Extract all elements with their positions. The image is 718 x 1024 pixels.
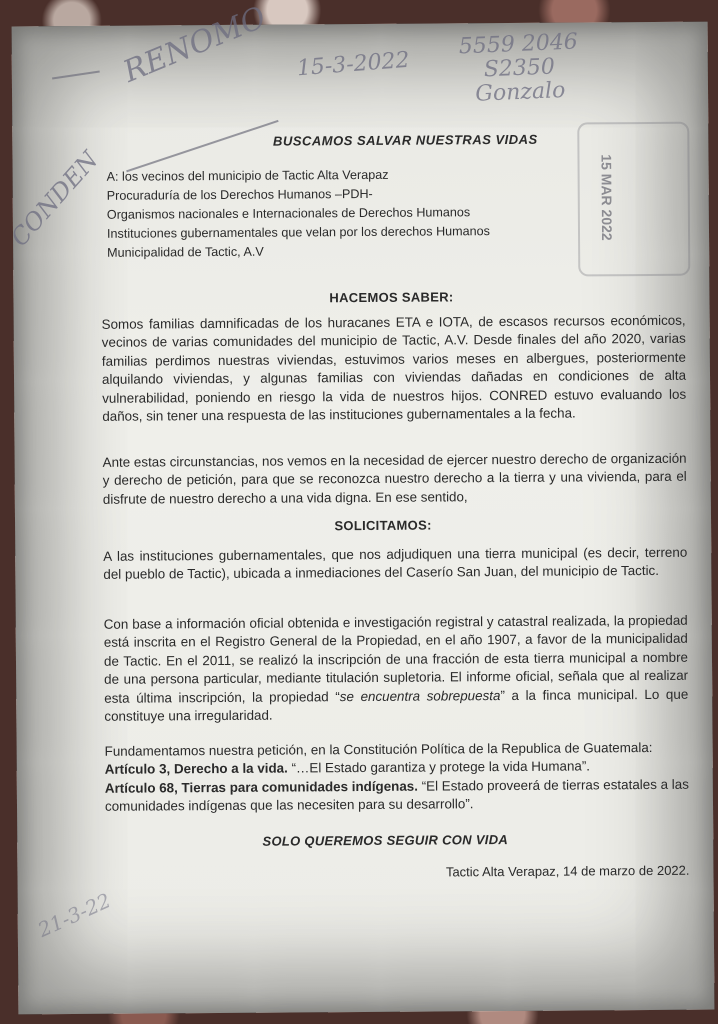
document-title: BUSCAMOS SALVAR NUESTRAS VIDAS [272, 131, 538, 149]
handwritten-number-line-2: S2350 [483, 54, 556, 83]
handwritten-side-note: CONDEN [5, 145, 104, 252]
paragraph-registry [104, 612, 689, 727]
paragraph-legal-basis [105, 739, 689, 817]
handwritten-date: 15-3-2022 [295, 47, 411, 82]
recipient-line: Organismos nacionales e Internacionales de Derechos Humanos [106, 205, 471, 222]
registry-text: Con base a información oficial obtenida e investigación registral y catastral realizada, la propiedad está inscrita en el Registro General de la Propiedad, en el año 1907, a favor de la municipalidad de Tactic. En el 2011, se realizó la inscripción de una fracción de esta tierra municipal a nombre de una persona particular, mediante titulación supletoria. El informe oficial, señala que al realizar esta última inscripción, la propiedad “ [103, 612, 689, 706]
paragraph-request: A las instituciones gubernamentales, que nos adjudiquen una tierra municipal (es decir, terreno del pueblo de Tactic), ubicada a inmediaciones del Caserío San Juan, del municipio de Tactic. [103, 544, 688, 583]
handwritten-name: RENOMO [118, 0, 272, 90]
stamp-date: 15 MAR 2022 [598, 154, 616, 241]
recipient-line: A: los vecinos del municipio de Tactic Alta Verapaz [106, 167, 389, 184]
heading-hacemos-saber: HACEMOS SABER: [329, 289, 454, 306]
recipient-list [107, 165, 548, 263]
handwritten-numbers [458, 30, 580, 107]
recipient-line: Procuraduría de los Derechos Humanos –PDH- [106, 186, 373, 203]
place-and-date: Tactic Alta Verapaz, 14 de marzo de 2022. [445, 862, 690, 880]
recipient-line: Municipalidad de Tactic, A.V [107, 244, 264, 260]
handwritten-number-line-1: 5559 2046 [458, 29, 579, 60]
article-68-label: Artículo 68, Tierras para comunidades indígenas. [104, 778, 418, 796]
document-content [5, 0, 715, 1015]
recipient-line: Instituciones gubernamentales que velan por los derechos Humanos [106, 224, 491, 241]
registry-quote: se encuentra sobrepuesta [339, 687, 501, 704]
article-3-label: Artículo 3, Derecho a la vida. [104, 760, 288, 778]
handwritten-bottom-note: 21-3-22 [34, 888, 115, 942]
article-3-text: “…El Estado garantiza y protege la vida Humana”. [287, 758, 591, 776]
paragraph-circumstances: Ante estas circunstancias, nos vemos en la necesidad de ejercer nuestro derecho de organización y derecho de petición, para que se reconozca nuestro derecho a la tierra y una vivienda, para el disfrute de nuestro derecho a una vida digna. En ese sentido, [102, 450, 687, 507]
handwritten-number-line-3: Gonzalo [474, 78, 566, 107]
legal-intro: Fundamentamos nuestra petición, en la Constitución Política de la Republica de Guatemala: [104, 739, 653, 759]
heading-closing: SOLO QUEREMOS SEGUIR CON VIDA [262, 831, 509, 849]
heading-solicitamos: SOLICITAMOS: [334, 517, 432, 534]
handwritten-stroke [52, 70, 100, 79]
document-sheet [5, 0, 715, 1015]
article-68-text: “El Estado proveerá de tierras estatales a las comunidades indígenas que las necesiten para su desarrollo”. [104, 776, 689, 815]
paragraph-situation: Somos familias damnificadas de los huracanes ETA e IOTA, de escasos recursos económicos, vecinos de varias comunidades del municipio de Tactic, A.V. Desde finales del año 2020, varias familias perdimos nuestras viviendas, estuvimos varios meses en albergues, posteriormente alquilando viviendas, y algunas familias con viviendas dañadas en condiciones de alta vulnerabilidad, poniendo en riesgo la vida de nuestros hijos. CONRED estuvo evaluando los daños, sin tener una respuesta de las instituciones gubernamentales a la fecha. [101, 312, 687, 424]
registry-text-end: ” a la finca municipal. Lo que constituye una irregularidad. [104, 686, 689, 724]
